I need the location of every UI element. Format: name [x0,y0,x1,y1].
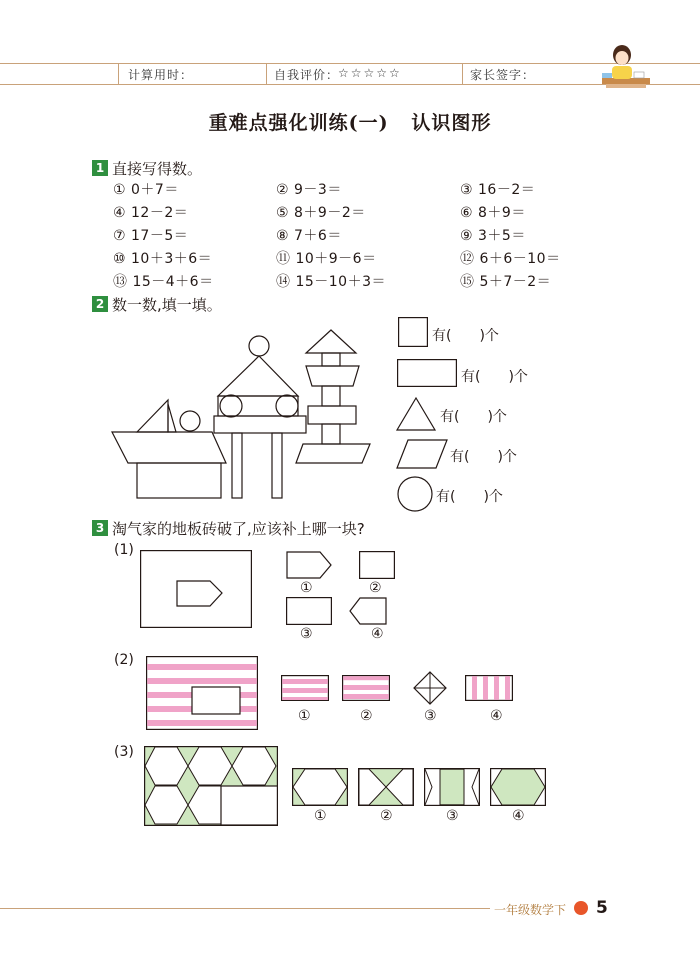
option-label: ④ [490,708,503,724]
option-label: ④ [371,626,384,642]
footer-rule [0,908,490,909]
parent-sign-label: 家长签字： [470,68,536,82]
tile-option-1[interactable] [286,551,332,579]
option-label: ③ [300,626,313,642]
tile-option-3[interactable] [413,671,447,705]
equation-item: ⑨ 3＋5＝ [460,228,526,244]
equation-item: ⑮ 5＋7－2＝ [460,274,552,290]
triangle-icon [396,397,436,431]
option-label: ③ [446,808,459,824]
floor-tile-broken-1 [140,550,252,628]
option-label: ① [314,808,327,824]
rectangle-icon [397,359,457,387]
circle-icon [397,476,433,512]
equation-item: ③ 16－2＝ [460,182,536,198]
option-label: ② [360,708,373,724]
tile-option-4[interactable] [465,675,513,701]
part-label: (1) [114,542,134,558]
header-top-line [0,63,700,64]
shape-building-picture [100,320,400,510]
tile-option-2[interactable] [358,768,414,806]
question-prompt: 直接写得数。 [112,160,203,178]
tile-option-3[interactable] [424,768,480,806]
question-prompt: 数一数,填一填。 [112,296,222,314]
tile-option-4[interactable] [349,597,387,625]
square-icon [398,317,428,347]
question-number: 1 [92,160,108,176]
question-prompt: 淘气家的地板砖破了,应该补上哪一块? [112,520,365,538]
header-divider [462,64,463,84]
parallelogram-icon [396,439,448,469]
count-fill-circle[interactable]: 有( )个 [436,489,503,505]
header-divider [118,64,119,84]
option-label: ① [298,708,311,724]
question-number: 3 [92,520,108,536]
self-eval-label: 自我评价： [274,68,340,82]
girl-at-desk-illustration [598,42,652,90]
tile-option-3[interactable] [286,597,332,625]
option-label: ① [300,580,313,596]
equation-item: ⑬ 15－4＋6＝ [113,274,214,290]
part-label: (3) [114,744,134,760]
equation-item: ⑧ 7＋6＝ [276,228,342,244]
equation-item: ⑭ 15－10＋3＝ [276,274,386,290]
tile-option-1[interactable] [281,675,329,701]
equation-item: ④ 12－2＝ [113,205,189,221]
floor-tile-broken-2 [146,656,258,730]
page-number: 5 [596,898,608,918]
equation-item: ⑫ 6＋6－10＝ [460,251,561,267]
count-fill-rectangle[interactable]: 有( )个 [461,369,528,385]
header-bottom-line [0,84,700,85]
equation-item: ⑥ 8＋9＝ [460,205,526,221]
equation-item: ⑩ 10＋3＋6＝ [113,251,213,267]
equation-item: ⑦ 17－5＝ [113,228,189,244]
page-title: 重难点强化训练(一) 认识图形 [208,112,492,134]
count-fill-triangle[interactable]: 有( )个 [440,409,507,425]
rating-stars[interactable]: ☆☆☆☆☆ [338,66,402,80]
option-label: ② [380,808,393,824]
equation-item: ⑪ 10＋9－6＝ [276,251,377,267]
tile-option-2[interactable] [342,675,390,701]
header-divider [266,64,267,84]
count-fill-parallelogram[interactable]: 有( )个 [450,449,517,465]
part-label: (2) [114,652,134,668]
option-label: ④ [512,808,525,824]
footer-dot-icon [574,901,588,915]
option-label: ② [369,580,382,596]
question-number: 2 [92,296,108,312]
tile-option-1[interactable] [292,768,348,806]
tile-option-4[interactable] [490,768,546,806]
tile-option-2[interactable] [359,551,395,579]
footer-book-title: 一年级数学下 [494,903,567,917]
option-label: ③ [424,708,437,724]
count-fill-square[interactable]: 有( )个 [432,328,499,344]
floor-tile-broken-3 [144,746,278,826]
calc-time-label: 计算用时： [128,68,194,82]
equation-item: ① 0＋7＝ [113,182,179,198]
equation-item: ② 9－3＝ [276,182,342,198]
equation-item: ⑤ 8＋9－2＝ [276,205,366,221]
